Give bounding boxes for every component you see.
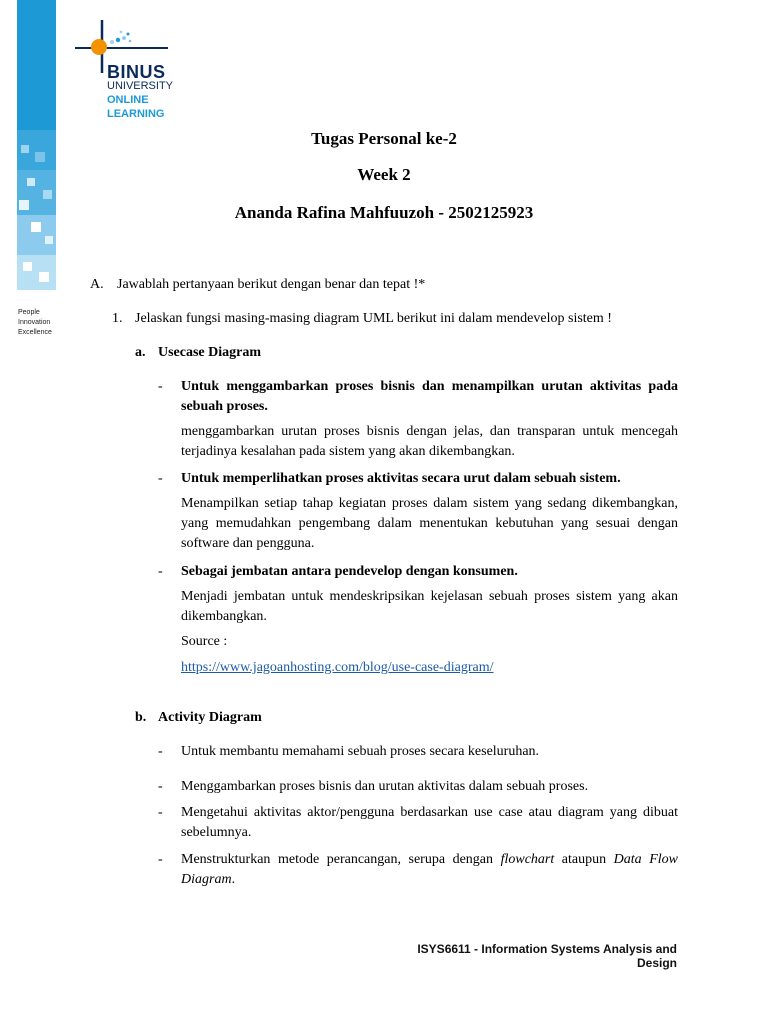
tagline bbox=[18, 308, 52, 338]
activity-marker: b. bbox=[135, 710, 147, 725]
activity-point-4-text: Menstrukturkan metode perancangan, serupa dengan bbox=[181, 852, 494, 867]
usecase-marker: a. bbox=[135, 345, 146, 360]
bullet-dash: - bbox=[158, 379, 163, 394]
bullet-dash: - bbox=[158, 564, 163, 579]
activity-point-4 bbox=[181, 850, 678, 890]
activity-point-3: Mengetahui aktivitas aktor/pengguna berdasarkan use case atau diagram yang dibuat sebelumnya. bbox=[181, 805, 678, 840]
bullet-dash: - bbox=[158, 779, 163, 794]
usecase-point-2: Untuk memperlihatkan proses aktivitas secara urut dalam sebuah sistem. bbox=[181, 471, 621, 486]
logo-university: UNIVERSITY bbox=[107, 80, 174, 92]
logo-learning: LEARNING bbox=[107, 108, 165, 120]
usecase-point-1: Untuk menggambarkan proses bisnis dan menampilkan urutan aktivitas pada sebuah proses. bbox=[181, 379, 678, 414]
activity-point-1: Untuk membantu memahami sebuah proses secara keseluruhan. bbox=[181, 744, 540, 759]
dfd-term: Data Flow Diagram bbox=[181, 852, 678, 887]
week-label: Week 2 bbox=[357, 165, 411, 184]
section-heading: Jawablah pertanyaan berikut dengan benar dan tepat !* bbox=[117, 277, 426, 292]
flowchart-term: flowchart bbox=[500, 852, 555, 867]
tagline-excellence: Excellence bbox=[18, 329, 52, 336]
source-link[interactable]: https://www.jagoanhosting.com/blog/use-case-diagram/ bbox=[181, 660, 494, 675]
source-label: Source : bbox=[181, 634, 228, 649]
document-title: Tugas Personal ke-2 bbox=[311, 129, 457, 148]
usecase-title: Usecase Diagram bbox=[158, 345, 262, 360]
activity-point-2: Menggambarkan proses bisnis dan urutan aktivitas dalam sebuah proses. bbox=[181, 779, 589, 794]
author-line: Ananda Rafina Mahfuuzoh - 2502125923 bbox=[234, 203, 534, 222]
activity-title: Activity Diagram bbox=[158, 710, 262, 725]
bullet-dash: - bbox=[158, 805, 163, 820]
tagline-people: People bbox=[18, 309, 40, 316]
sidebar-decoration bbox=[0, 0, 56, 1024]
section-marker: A. bbox=[90, 277, 104, 292]
bullet-dash: - bbox=[158, 852, 163, 867]
activity-point-4-end: . bbox=[231, 872, 236, 887]
binus-logo bbox=[72, 18, 192, 128]
question-text: Jelaskan fungsi masing-masing diagram UML berikut ini dalam mendevelop sistem ! bbox=[135, 311, 612, 326]
bullet-dash: - bbox=[158, 471, 163, 486]
logo-name: BINUS bbox=[107, 62, 166, 82]
bullet-dash: - bbox=[158, 744, 163, 759]
usecase-point-3: Sebagai jembatan antara pendevelop dengan konsumen. bbox=[181, 564, 518, 579]
question-number: 1. bbox=[112, 311, 123, 326]
usecase-desc-2: Menampilkan setiap tahap kegiatan proses dalam sistem yang sedang dikembangkan, yang memudahkan pengembang dalam menentukan kebutuhan yang sesuai dengan software dan pengguna. bbox=[181, 496, 678, 551]
tagline-innovation: Innovation bbox=[18, 319, 51, 326]
usecase-desc-1: menggambarkan urutan proses bisnis dengan jelas, dan transparan untuk mencegah terjadinya kesalahan pada sistem yang akan dikembangkan. bbox=[181, 424, 678, 459]
page-footer: ISYS6611 - Information Systems Analysis and Design bbox=[417, 942, 677, 970]
activity-point-4-connector: ataupun bbox=[561, 852, 607, 867]
usecase-desc-3: Menjadi jembatan untuk mendeskripsikan kejelasan sebuah proses sistem yang akan dikembangkan. bbox=[181, 589, 678, 624]
logo-online: ONLINE bbox=[107, 94, 149, 106]
